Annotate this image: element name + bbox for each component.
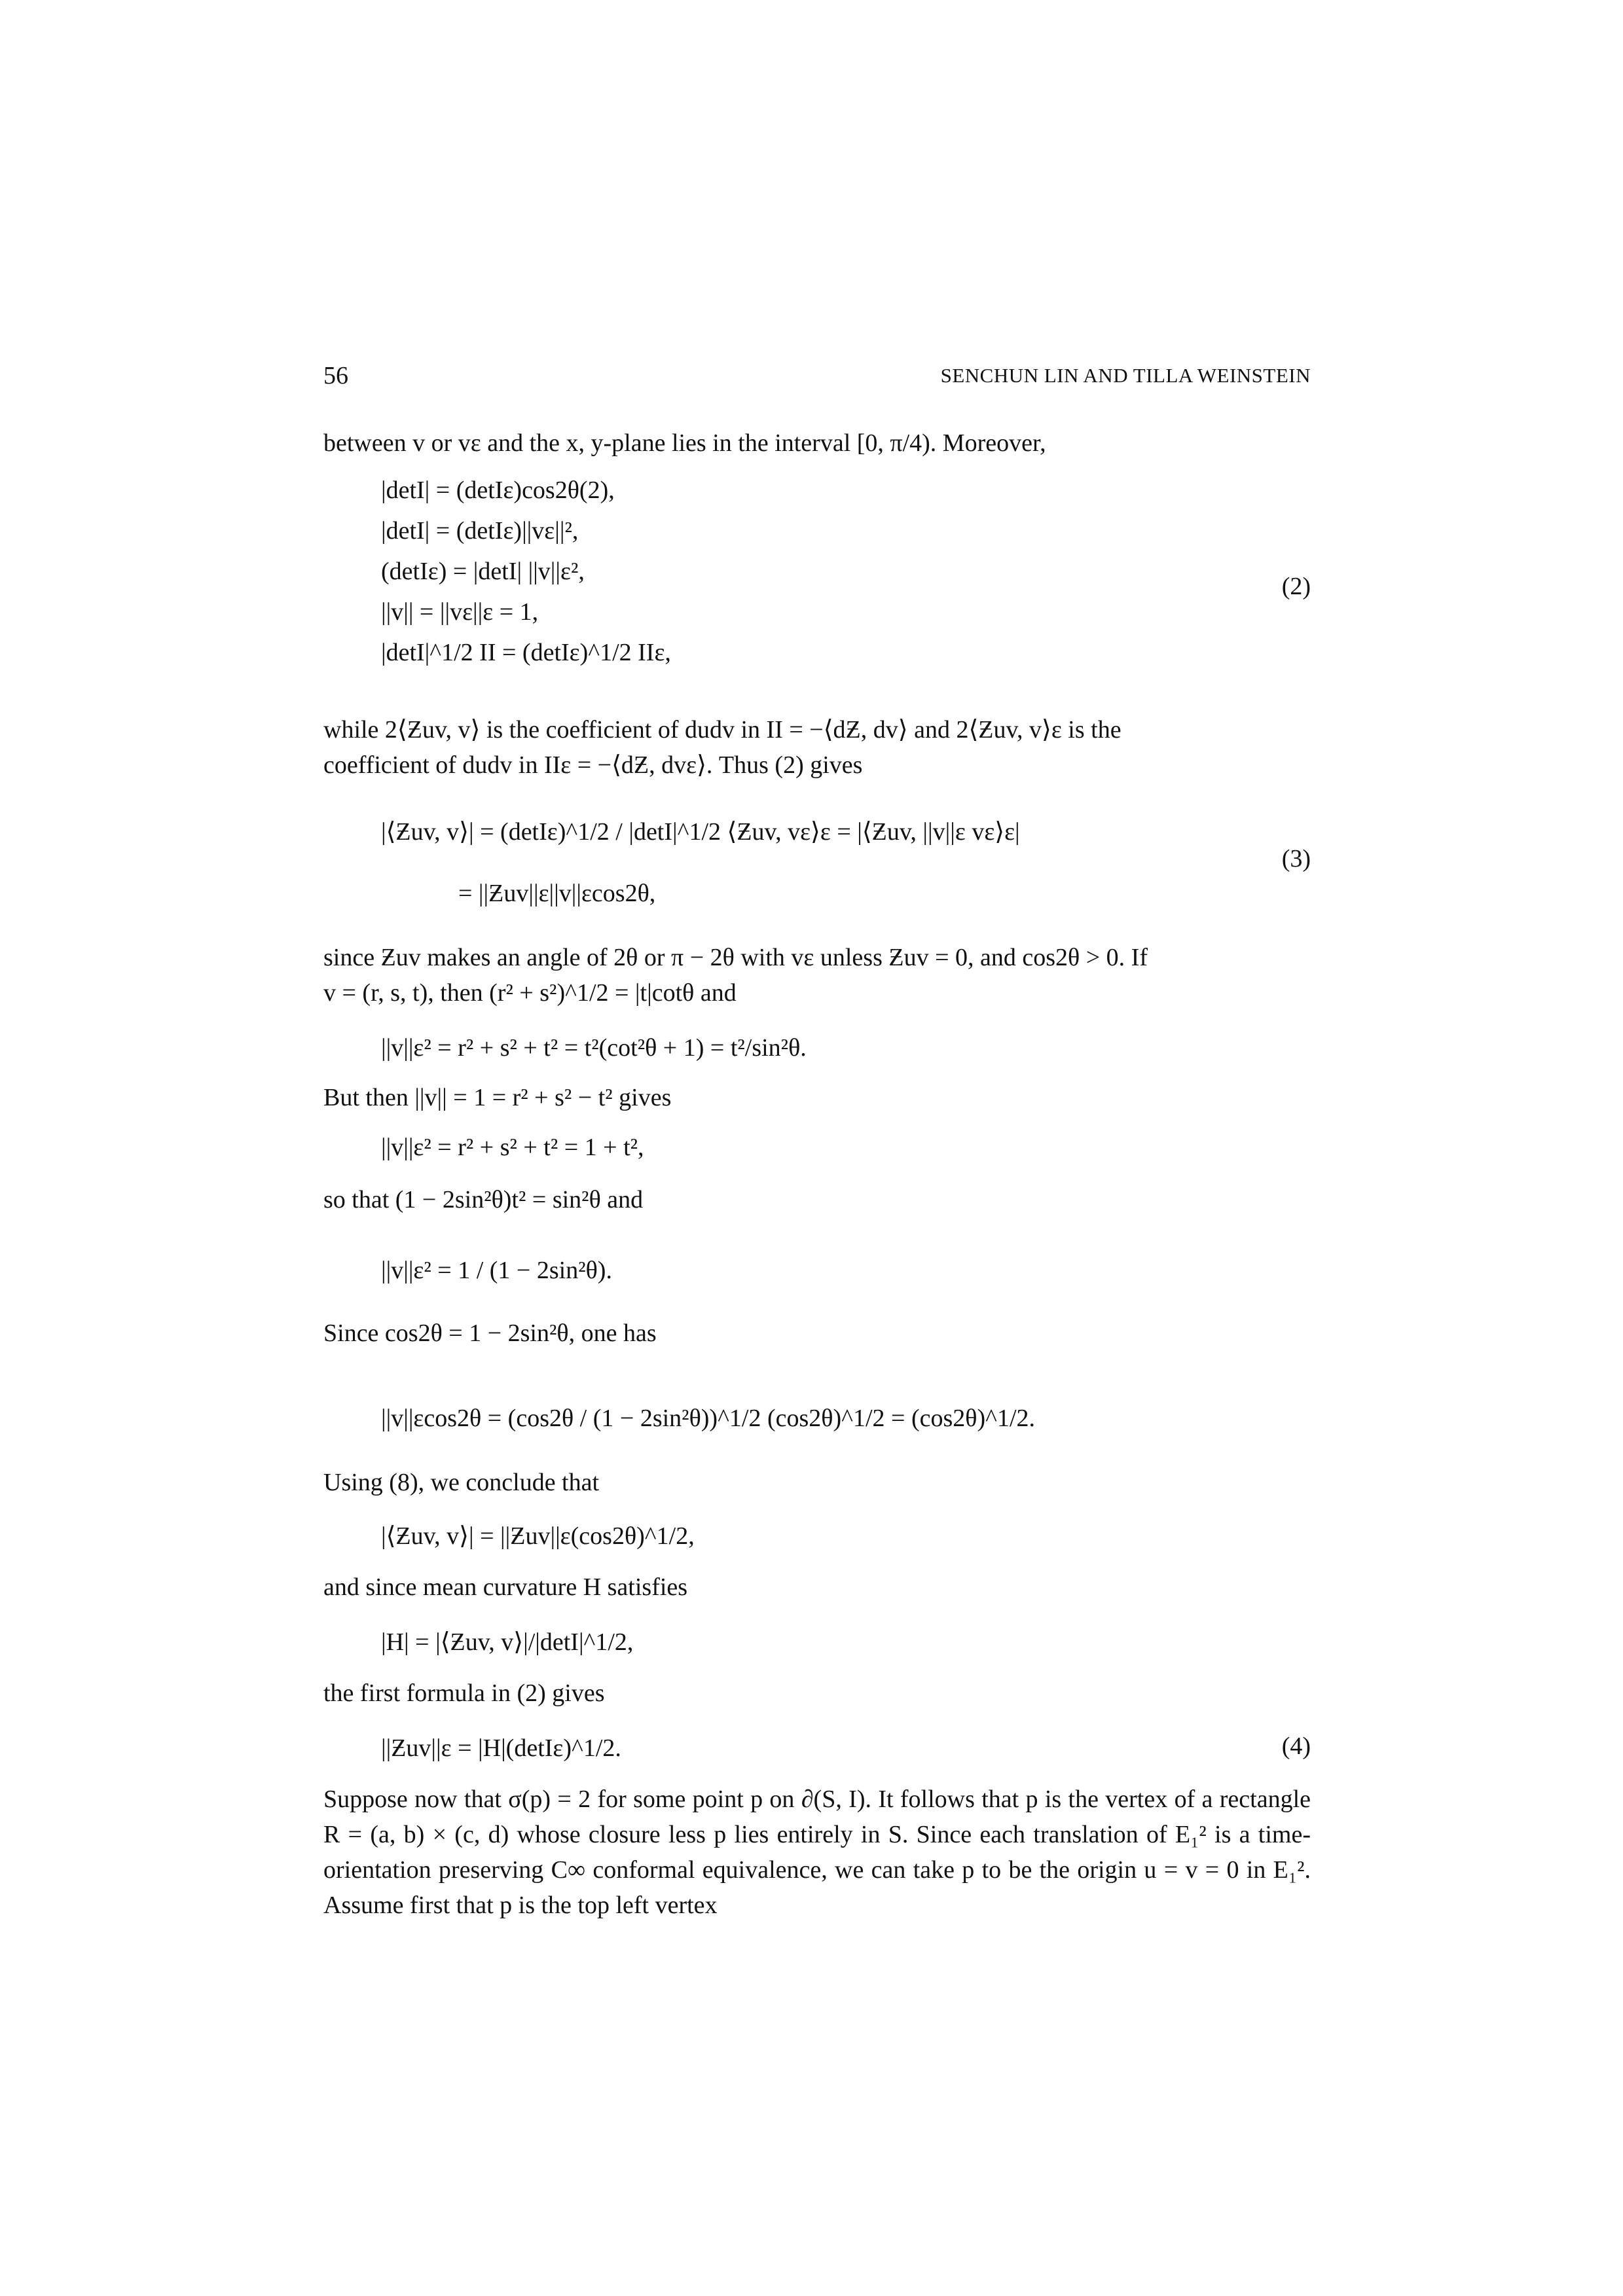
paragraph-2 [323,712,1311,783]
paragraph-5 [323,1182,1311,1217]
page-number: 56 [323,362,348,389]
running-head: SENCHUN LIN AND TILLA WEINSTEIN [940,364,1311,387]
equation-2-line-5: |detI|^1/2 II = (detIε)^1/2 IIε, [381,639,671,666]
paragraph-4-text: But then ||v|| = 1 = r² + s² − t² gives [323,1084,672,1111]
equation-4: ||Ƶuv||ε = |H|(detIε)^1/2. [381,1734,621,1762]
paragraph-6-text: Since cos2θ = 1 − 2sin²θ, one has [323,1319,657,1347]
equation-mean-curvature: |H| = |⟨Ƶuv, v⟩|/|detI|^1/2, [381,1628,634,1656]
paragraph-1-text: between v or vε and the x, y-plane lies in the interval [0, π/4). Moreover, [323,429,1046,457]
paragraph-8 [323,1570,1311,1605]
paragraph-7 [323,1465,1311,1500]
paragraph-10 [323,1782,1311,1923]
equation-number-2: (2) [1281,573,1311,600]
equation-norm-fraction: ||v||ε² = 1 / (1 − 2sin²θ). [381,1257,612,1284]
paragraph-1 [323,425,1311,461]
equation-2-line-1: |detI| = (detIε)cos2θ(2), [381,476,615,504]
paragraph-2-line-1: while 2⟨Ƶuv, v⟩ is the coefficient of dudv in II = −⟨dƵ, dv⟩ and 2⟨Ƶuv, v⟩ε is the [323,716,1122,744]
equation-2-line-4: ||v|| = ||vε||ε = 1, [381,598,539,626]
equation-number-3: (3) [1281,845,1311,872]
paragraph-9-text: the first formula in (2) gives [323,1679,605,1707]
equation-number-4: (4) [1281,1732,1311,1760]
paragraph-3 [323,940,1311,1011]
paragraph-8-text: and since mean curvature H satisfies [323,1573,688,1601]
paragraph-9 [323,1676,1311,1711]
equation-conclude: |⟨Ƶuv, v⟩| = ||Ƶuv||ε(cos2θ)^1/2, [381,1522,695,1550]
paragraph-3-line-1: since Ƶuv makes an angle of 2θ or π − 2θ with vε unless Ƶuv = 0, and cos2θ > 0. If [323,944,1148,971]
paragraph-4 [323,1080,1311,1115]
page-header [323,361,1311,401]
equation-3-line-2: = ||Ƶuv||ε||v||εcos2θ, [458,880,656,907]
equation-norm-sum: ||v||ε² = r² + s² + t² = 1 + t², [381,1134,644,1161]
paragraph-10-text: Suppose now that σ(p) = 2 for some point p on ∂(S, I). It follows that p is the vertex of a rectangle R = (a, b) × (c, d) whose closure less p lies entirely in S. Since each translation of E₁² is a time-orientation preserving C∞ conformal equivalence, we can take p to be the origin u = v = 0 in E₁². Assume first that p is the top left vertex [323,1785,1311,1919]
paragraph-3-line-2: v = (r, s, t), then (r² + s²)^1/2 = |t|cotθ and [323,979,737,1007]
equation-3-line-1: |⟨Ƶuv, v⟩| = (detIε)^1/2 / |detI|^1/2 ⟨Ƶuv, vε⟩ε = |⟨Ƶuv, ||v||ε vε⟩ε| [381,818,1020,846]
equation-2-line-2: |detI| = (detIε)||vε||², [381,517,579,545]
paragraph-2-line-2: coefficient of dudv in IIε = −⟨dƵ, dvε⟩. Thus (2) gives [323,751,863,779]
paragraph-6 [323,1316,1311,1351]
equation-2-line-3: (detIε) = |detI| ||v||ε², [381,558,585,585]
equation-norm-cos: ||v||εcos2θ = (cos2θ / (1 − 2sin²θ))^1/2 (cos2θ)^1/2 = (cos2θ)^1/2. [381,1405,1036,1432]
equation-norm-cot: ||v||ε² = r² + s² + t² = t²(cot²θ + 1) = t²/sin²θ. [381,1034,807,1062]
paragraph-7-text: Using (8), we conclude that [323,1469,600,1496]
paragraph-5-text: so that (1 − 2sin²θ)t² = sin²θ and [323,1186,644,1213]
